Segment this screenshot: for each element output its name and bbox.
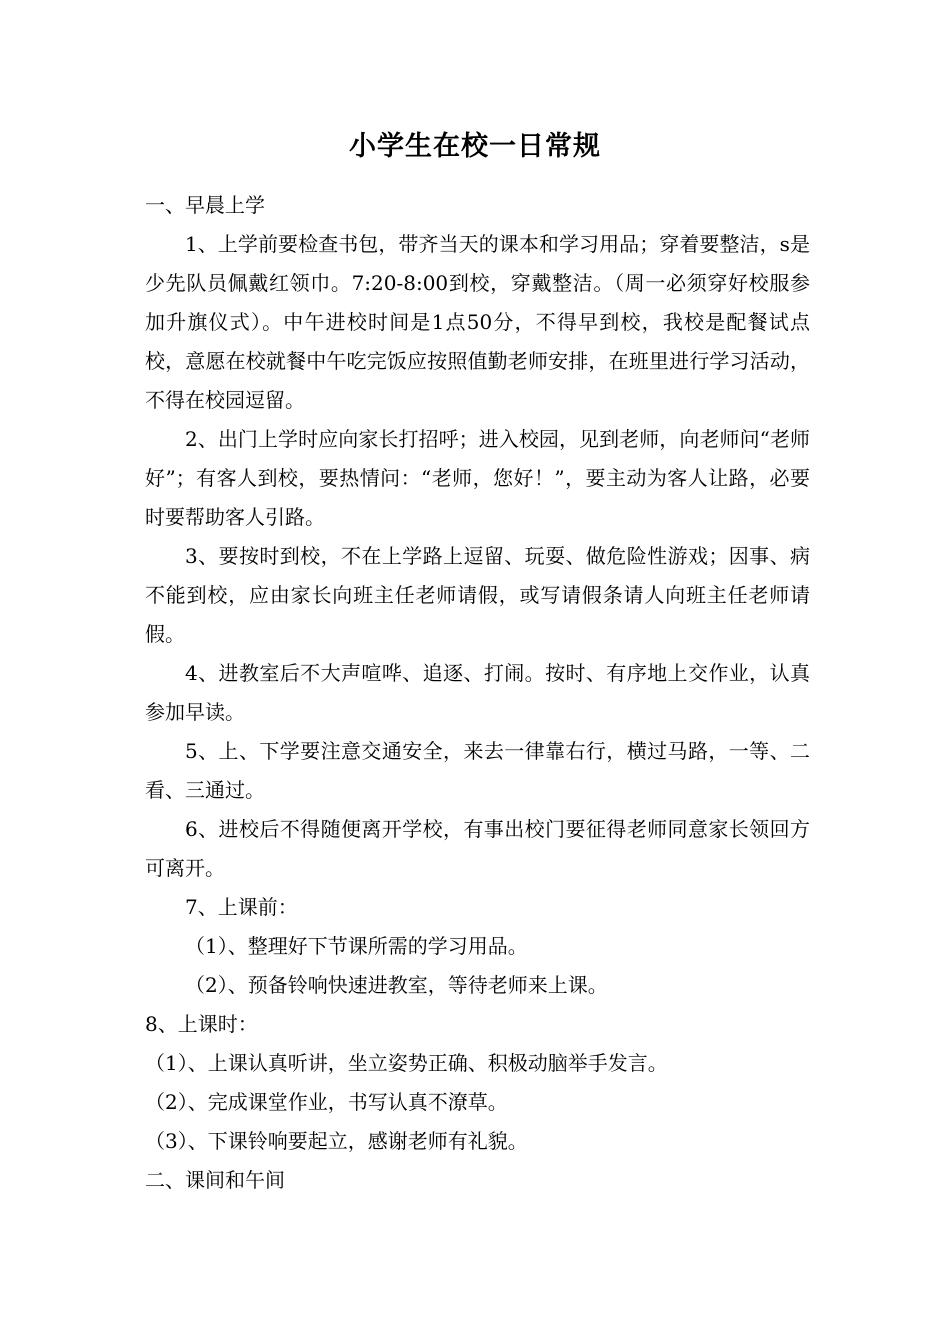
- item-8-sub-1: （1）、上课认真听讲，坐立姿势正确、积极动脑举手发言。: [145, 1051, 668, 1075]
- paragraph-3: 3、要按时到校，不在上学路上逗留、玩耍、做危险性游戏；因事、病不能到校，应由家长向班主任老师请假，或写请假条请人向班主任老师请假。: [145, 544, 810, 646]
- item-8-sub-3: （3）、下课铃响要起立，感谢老师有礼貌。: [145, 1129, 528, 1153]
- paragraph-1: 1、上学前要检查书包，带齐当天的课本和学习用品；穿着要整洁，s是少先队员佩戴红领巾。7:20-8:00到校，穿戴整洁。（周一必须穿好校服参加升旗仪式）。中午进校时间是1点50分，不得早到校，我校是配餐试点校，意愿在校就餐中午吃完饭应按照值勤老师安排，在班里进行学习活动，不得在校园逗留。: [145, 232, 810, 412]
- document-body: [145, 186, 810, 1200]
- paragraph-2: 2、出门上学时应向家长打招呼；进入校园，见到老师，向老师问“老师好”；有客人到校，要热情问：“老师，您好！”，要主动为客人让路，必要时要帮助客人引路。: [145, 427, 810, 529]
- item-8-heading: 8、上课时：: [145, 1012, 258, 1036]
- item-8-sub-2: （2）、完成课堂作业，书写认真不潦草。: [145, 1090, 508, 1114]
- item-7-heading: 7、上课前：: [185, 895, 298, 919]
- paragraph-6: 6、进校后不得随便离开学校，有事出校门要征得老师同意家长领回方可离开。: [145, 817, 810, 880]
- item-7-sub-1: （1）、整理好下节课所需的学习用品。: [185, 934, 528, 958]
- item-7-sub-2: （2）、预备铃响快速进教室，等待老师来上课。: [185, 973, 608, 997]
- document-title: 小学生在校一日常规: [349, 131, 601, 162]
- section-heading-recess: 二、课间和午间: [145, 1168, 285, 1192]
- paragraph-5: 5、上、下学要注意交通安全，来去一律靠右行，横过马路，一等、二看、三通过。: [145, 739, 810, 802]
- section-heading-morning: 一、早晨上学: [145, 193, 265, 217]
- paragraph-4: 4、进教室后不大声喧哗、追逐、打闹。按时、有序地上交作业，认真参加早读。: [145, 661, 810, 724]
